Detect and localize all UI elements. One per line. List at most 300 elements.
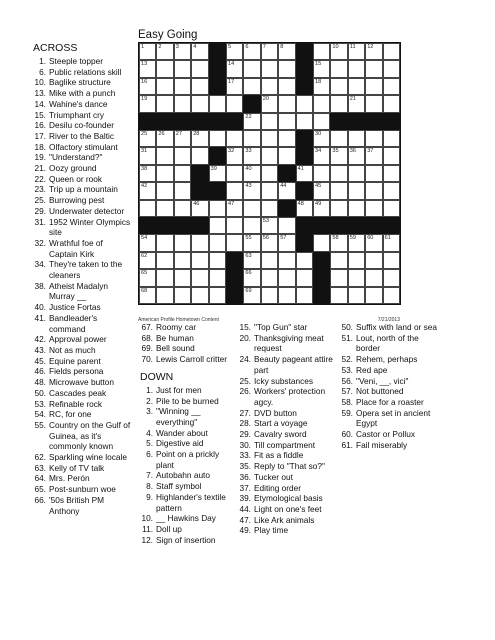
grid-cell[interactable] bbox=[261, 130, 278, 147]
clue-text: Not as much bbox=[49, 344, 96, 355]
cell-number: 43 bbox=[245, 183, 252, 190]
grid-cell[interactable] bbox=[365, 287, 382, 304]
clue-text: Desilu co-founder bbox=[49, 120, 115, 131]
grid-cell[interactable] bbox=[261, 78, 278, 95]
cell-number: 21 bbox=[349, 96, 357, 103]
grid-cell[interactable] bbox=[139, 147, 156, 164]
grid-cell[interactable] bbox=[278, 147, 295, 164]
grid-cell[interactable] bbox=[226, 217, 243, 234]
grid-cell[interactable] bbox=[383, 165, 400, 182]
black-square bbox=[296, 60, 313, 77]
black-square bbox=[296, 43, 313, 60]
grid-cell[interactable] bbox=[330, 147, 347, 164]
cell-number: 20 bbox=[262, 96, 270, 103]
cell-number: 13 bbox=[141, 61, 148, 68]
grid-cell[interactable] bbox=[174, 95, 191, 112]
cell-number: 41 bbox=[297, 165, 304, 172]
clue-text: Reply to "That so?" bbox=[254, 461, 325, 472]
grid-cell[interactable] bbox=[156, 269, 173, 286]
grid-cell[interactable] bbox=[156, 130, 173, 147]
grid-cell[interactable] bbox=[278, 95, 295, 112]
grid-cell[interactable] bbox=[174, 60, 191, 77]
down-clue bbox=[140, 481, 236, 492]
grid-cell[interactable] bbox=[278, 252, 295, 269]
black-square bbox=[226, 113, 243, 130]
grid-cell[interactable] bbox=[330, 78, 347, 95]
grid-cell[interactable] bbox=[174, 252, 191, 269]
clue-text: Digestive aid bbox=[156, 438, 204, 449]
across-clue bbox=[33, 388, 133, 399]
grid-cell[interactable] bbox=[261, 165, 278, 182]
grid-cell[interactable] bbox=[191, 147, 208, 164]
clue-text: "Veni, __, vici" bbox=[356, 375, 409, 386]
grid-cell[interactable] bbox=[156, 182, 173, 199]
down-clue bbox=[238, 386, 338, 407]
cell-number: 62 bbox=[141, 252, 148, 259]
grid-cell[interactable] bbox=[365, 252, 382, 269]
grid-cell[interactable] bbox=[296, 200, 313, 217]
clue-number: 21. bbox=[34, 163, 46, 174]
grid-cell[interactable] bbox=[261, 269, 278, 286]
grid-cell[interactable] bbox=[383, 287, 400, 304]
clue-column-2 bbox=[140, 322, 236, 545]
clue-text: __ Hawkins Day bbox=[156, 513, 216, 524]
clue-text: Cascades peak bbox=[49, 387, 107, 398]
black-square bbox=[209, 147, 226, 164]
grid-cell[interactable] bbox=[365, 60, 382, 77]
cell-number: 69 bbox=[245, 287, 252, 294]
grid-cell[interactable] bbox=[243, 234, 260, 251]
grid-cell[interactable] bbox=[243, 43, 260, 60]
clue-number: 59. bbox=[341, 407, 353, 418]
grid-cell[interactable] bbox=[209, 287, 226, 304]
grid-cell[interactable] bbox=[226, 130, 243, 147]
grid-cell[interactable] bbox=[330, 269, 347, 286]
cell-number: 68 bbox=[141, 287, 148, 294]
cell-number: 57 bbox=[280, 235, 287, 242]
grid-cell[interactable] bbox=[313, 60, 330, 77]
grid-cell[interactable] bbox=[209, 95, 226, 112]
grid-cell[interactable] bbox=[191, 130, 208, 147]
grid-cell[interactable] bbox=[139, 95, 156, 112]
grid-cell[interactable] bbox=[174, 130, 191, 147]
cell-number: 59 bbox=[349, 235, 357, 242]
down-clue bbox=[238, 483, 338, 494]
grid-cell[interactable] bbox=[174, 165, 191, 182]
down-clue bbox=[140, 385, 236, 396]
cell-number: 66 bbox=[245, 270, 252, 277]
grid-cell[interactable] bbox=[313, 200, 330, 217]
across-clue bbox=[33, 88, 133, 99]
grid-cell[interactable] bbox=[365, 234, 382, 251]
grid-cell[interactable] bbox=[261, 182, 278, 199]
grid-cell[interactable] bbox=[365, 200, 382, 217]
grid-cell[interactable] bbox=[261, 147, 278, 164]
clue-number: 9. bbox=[146, 491, 153, 502]
grid-cell[interactable] bbox=[243, 78, 260, 95]
grid-cell[interactable] bbox=[313, 78, 330, 95]
grid-cell[interactable] bbox=[365, 165, 382, 182]
across-clue bbox=[33, 334, 133, 345]
grid-cell[interactable] bbox=[139, 78, 156, 95]
grid-cell[interactable] bbox=[243, 269, 260, 286]
grid-cell[interactable] bbox=[156, 165, 173, 182]
grid-cell[interactable] bbox=[243, 147, 260, 164]
cell-number: 34 bbox=[315, 148, 322, 155]
grid-cell[interactable] bbox=[139, 234, 156, 251]
grid-cell[interactable] bbox=[383, 60, 400, 77]
grid-cell[interactable] bbox=[348, 95, 365, 112]
grid-cell[interactable] bbox=[383, 182, 400, 199]
grid-cell[interactable] bbox=[330, 130, 347, 147]
grid-cell[interactable] bbox=[191, 287, 208, 304]
grid-cell[interactable] bbox=[348, 130, 365, 147]
grid-cell[interactable] bbox=[365, 43, 382, 60]
clue-number: 43. bbox=[34, 344, 46, 355]
grid-cell[interactable] bbox=[296, 287, 313, 304]
clue-number: 16. bbox=[34, 120, 46, 131]
across-clue bbox=[33, 259, 133, 280]
grid-cell[interactable] bbox=[139, 130, 156, 147]
grid-cell[interactable] bbox=[278, 287, 295, 304]
cell-number: 17 bbox=[228, 78, 235, 85]
clue-text: Icky substances bbox=[254, 375, 314, 386]
grid-cell[interactable] bbox=[156, 43, 173, 60]
grid-cell[interactable] bbox=[174, 147, 191, 164]
grid-cell[interactable] bbox=[383, 252, 400, 269]
grid-cell[interactable] bbox=[365, 95, 382, 112]
grid-cell[interactable] bbox=[278, 43, 295, 60]
grid-cell[interactable] bbox=[156, 252, 173, 269]
grid-cell[interactable] bbox=[139, 287, 156, 304]
clue-number: 15. bbox=[239, 322, 251, 332]
grid-cell[interactable] bbox=[261, 43, 278, 60]
grid-cell[interactable] bbox=[348, 147, 365, 164]
across-clue bbox=[33, 302, 133, 313]
clue-number: 41. bbox=[34, 312, 46, 323]
grid-cell[interactable] bbox=[278, 60, 295, 77]
clue-number: 64. bbox=[34, 473, 46, 484]
cell-number: 22 bbox=[245, 113, 252, 120]
grid-cell[interactable] bbox=[330, 200, 347, 217]
grid-cell[interactable] bbox=[383, 147, 400, 164]
grid-cell[interactable] bbox=[191, 95, 208, 112]
black-square bbox=[348, 113, 365, 130]
grid-cell[interactable] bbox=[313, 234, 330, 251]
grid-cell[interactable] bbox=[278, 269, 295, 286]
grid-cell[interactable] bbox=[313, 147, 330, 164]
grid-cell[interactable] bbox=[313, 182, 330, 199]
grid-cell[interactable] bbox=[296, 252, 313, 269]
across-clue bbox=[140, 354, 236, 365]
clue-text: Place for a roaster bbox=[356, 396, 424, 407]
clue-text: Play time bbox=[254, 525, 289, 536]
black-square bbox=[330, 113, 347, 130]
across-clue bbox=[33, 345, 133, 356]
grid-cell[interactable] bbox=[156, 147, 173, 164]
grid-cell[interactable] bbox=[278, 234, 295, 251]
grid-cell[interactable] bbox=[348, 252, 365, 269]
grid-cell[interactable] bbox=[191, 78, 208, 95]
down-clue bbox=[340, 376, 440, 387]
grid-cell[interactable] bbox=[191, 234, 208, 251]
grid-cell[interactable] bbox=[191, 200, 208, 217]
grid-cell[interactable] bbox=[383, 43, 400, 60]
clue-number: 34. bbox=[34, 259, 46, 270]
across-clue bbox=[33, 495, 133, 516]
black-square bbox=[139, 217, 156, 234]
clue-number: 24. bbox=[239, 354, 251, 365]
cell-number: 25 bbox=[141, 131, 148, 137]
grid-cell[interactable] bbox=[243, 113, 260, 130]
clue-text: Beauty pageant attire part bbox=[254, 354, 333, 375]
grid-cell[interactable] bbox=[191, 269, 208, 286]
clue-number: 14. bbox=[34, 98, 46, 109]
down-clue bbox=[140, 535, 236, 546]
grid-cell[interactable] bbox=[383, 130, 400, 147]
grid-cell[interactable] bbox=[209, 200, 226, 217]
grid-cell[interactable] bbox=[365, 78, 382, 95]
clue-text: RC, for one bbox=[49, 409, 92, 420]
grid-cell[interactable] bbox=[226, 165, 243, 182]
grid-cell[interactable] bbox=[226, 234, 243, 251]
grid-cell[interactable] bbox=[383, 78, 400, 95]
down-clue bbox=[238, 354, 338, 375]
grid-cell[interactable] bbox=[139, 43, 156, 60]
grid-cell[interactable] bbox=[261, 287, 278, 304]
clue-text: Sparkling wine locale bbox=[49, 452, 127, 463]
grid-cell[interactable] bbox=[226, 95, 243, 112]
down-clue bbox=[340, 440, 440, 451]
grid-cell[interactable] bbox=[278, 130, 295, 147]
clue-text: Not buttoned bbox=[356, 386, 404, 397]
grid-cell[interactable] bbox=[261, 252, 278, 269]
grid-cell[interactable] bbox=[296, 165, 313, 182]
grid-cell[interactable] bbox=[330, 287, 347, 304]
grid-cell[interactable] bbox=[261, 60, 278, 77]
clue-number: 53. bbox=[341, 364, 353, 375]
grid-cell[interactable] bbox=[383, 200, 400, 217]
across-clue bbox=[33, 67, 133, 78]
grid-cell[interactable] bbox=[261, 234, 278, 251]
clue-number: 32. bbox=[34, 237, 46, 248]
grid-cell[interactable] bbox=[139, 252, 156, 269]
grid-cell[interactable] bbox=[278, 78, 295, 95]
grid-cell[interactable] bbox=[313, 113, 330, 130]
grid-cell[interactable] bbox=[174, 200, 191, 217]
black-square bbox=[209, 78, 226, 95]
black-square bbox=[365, 113, 382, 130]
grid-cell[interactable] bbox=[174, 269, 191, 286]
grid-cell[interactable] bbox=[209, 130, 226, 147]
grid-cell[interactable] bbox=[226, 200, 243, 217]
grid-cell[interactable] bbox=[156, 95, 173, 112]
down-clue bbox=[140, 396, 236, 407]
grid-cell[interactable] bbox=[348, 234, 365, 251]
clue-number: 44. bbox=[239, 503, 251, 514]
clue-text: Public relations skill bbox=[49, 66, 122, 77]
cell-number: 39 bbox=[210, 165, 217, 172]
clue-number: 39. bbox=[239, 493, 251, 504]
grid-cell[interactable] bbox=[139, 60, 156, 77]
grid-cell[interactable] bbox=[261, 217, 278, 234]
grid-cell[interactable] bbox=[209, 217, 226, 234]
clue-text: Doll up bbox=[156, 523, 182, 534]
grid-cell[interactable] bbox=[139, 182, 156, 199]
clue-number: 36. bbox=[239, 471, 251, 482]
grid-cell[interactable] bbox=[348, 182, 365, 199]
grid-cell[interactable] bbox=[330, 234, 347, 251]
clue-text: Lewis Carroll critter bbox=[156, 354, 227, 365]
grid-cell[interactable] bbox=[174, 287, 191, 304]
puzzle-title: Easy Going bbox=[138, 29, 198, 41]
grid-cell[interactable] bbox=[365, 269, 382, 286]
grid-cell[interactable] bbox=[365, 182, 382, 199]
grid-cell[interactable] bbox=[296, 113, 313, 130]
grid-cell[interactable] bbox=[296, 95, 313, 112]
grid-cell[interactable] bbox=[278, 182, 295, 199]
grid-cell[interactable] bbox=[383, 234, 400, 251]
grid-cell[interactable] bbox=[174, 182, 191, 199]
grid-cell[interactable] bbox=[313, 165, 330, 182]
grid-cell[interactable] bbox=[139, 269, 156, 286]
grid-cell[interactable] bbox=[365, 130, 382, 147]
clue-text: "Understand?" bbox=[49, 152, 103, 163]
cell-number: 46 bbox=[193, 200, 200, 207]
grid-cell[interactable] bbox=[226, 182, 243, 199]
grid-cell[interactable] bbox=[209, 252, 226, 269]
grid-cell[interactable] bbox=[226, 147, 243, 164]
grid-cell[interactable] bbox=[226, 78, 243, 95]
grid-cell[interactable] bbox=[348, 78, 365, 95]
grid-cell[interactable] bbox=[209, 165, 226, 182]
grid-cell[interactable] bbox=[330, 252, 347, 269]
grid-cell[interactable] bbox=[209, 269, 226, 286]
grid-cell[interactable] bbox=[243, 182, 260, 199]
cell-number: 38 bbox=[141, 165, 148, 172]
across-clue bbox=[33, 56, 133, 67]
grid-cell[interactable] bbox=[261, 95, 278, 112]
grid-cell[interactable] bbox=[313, 43, 330, 60]
down-clue bbox=[140, 492, 236, 513]
grid-cell[interactable] bbox=[209, 234, 226, 251]
clue-number: 2. bbox=[146, 395, 153, 406]
clue-text: DVD button bbox=[254, 407, 297, 418]
grid-cell[interactable] bbox=[243, 60, 260, 77]
grid-cell[interactable] bbox=[156, 78, 173, 95]
down-clue bbox=[238, 525, 338, 536]
grid-cell[interactable] bbox=[348, 269, 365, 286]
cell-number: 56 bbox=[262, 235, 270, 242]
clue-text: Microwave button bbox=[49, 377, 115, 388]
grid-cell[interactable] bbox=[313, 95, 330, 112]
grid-cell[interactable] bbox=[348, 287, 365, 304]
across-clue bbox=[140, 343, 236, 354]
clue-text: Sign of insertion bbox=[156, 534, 216, 545]
cell-number: 61 bbox=[384, 235, 391, 242]
grid-cell[interactable] bbox=[261, 113, 278, 130]
across-clue bbox=[33, 195, 133, 206]
grid-cell[interactable] bbox=[226, 43, 243, 60]
grid-cell[interactable] bbox=[243, 200, 260, 217]
grid-cell[interactable] bbox=[330, 165, 347, 182]
cell-number: 3 bbox=[175, 44, 179, 50]
cell-number: 5 bbox=[228, 44, 232, 50]
grid-cell[interactable] bbox=[296, 269, 313, 286]
grid-cell[interactable] bbox=[365, 147, 382, 164]
cell-number: 18 bbox=[315, 78, 322, 85]
cell-number: 36 bbox=[349, 148, 357, 155]
grid-cell[interactable] bbox=[330, 60, 347, 77]
clue-text: "Winning __ everything" bbox=[156, 406, 201, 427]
grid-cell[interactable] bbox=[330, 182, 347, 199]
clue-text: Rehem, perhaps bbox=[356, 354, 418, 365]
grid-cell[interactable] bbox=[243, 165, 260, 182]
grid-cell[interactable] bbox=[191, 252, 208, 269]
grid-cell[interactable] bbox=[156, 200, 173, 217]
grid-cell[interactable] bbox=[139, 200, 156, 217]
grid-cell[interactable] bbox=[243, 287, 260, 304]
grid-cell[interactable] bbox=[139, 165, 156, 182]
grid-cell[interactable] bbox=[330, 95, 347, 112]
grid-cell[interactable] bbox=[174, 234, 191, 251]
grid-cell[interactable] bbox=[226, 60, 243, 77]
grid-cell[interactable] bbox=[174, 43, 191, 60]
grid-cell[interactable] bbox=[243, 252, 260, 269]
clue-number: 66. bbox=[34, 494, 46, 505]
grid-cell[interactable] bbox=[191, 60, 208, 77]
clue-number: 31. bbox=[34, 216, 46, 227]
clue-text: Atheist Madalyn Murray __ bbox=[49, 280, 109, 302]
cell-number: 28 bbox=[193, 131, 200, 137]
grid-cell[interactable] bbox=[348, 165, 365, 182]
cell-number: 54 bbox=[141, 235, 148, 242]
grid-cell[interactable] bbox=[348, 60, 365, 77]
down-clue bbox=[238, 333, 338, 354]
grid-cell[interactable] bbox=[348, 43, 365, 60]
puzzle-date: 7/21/2013 bbox=[377, 317, 400, 323]
grid-cell[interactable] bbox=[156, 234, 173, 251]
clue-number: 54. bbox=[34, 409, 46, 420]
grid-cell[interactable] bbox=[156, 60, 173, 77]
cell-number: 31 bbox=[141, 148, 148, 155]
grid-cell[interactable] bbox=[174, 78, 191, 95]
grid-cell[interactable] bbox=[191, 43, 208, 60]
clue-number: 50. bbox=[341, 322, 353, 332]
cell-number: 53 bbox=[262, 218, 270, 224]
grid-cell[interactable] bbox=[330, 43, 347, 60]
clue-number: 50. bbox=[34, 387, 46, 398]
grid-cell[interactable] bbox=[278, 113, 295, 130]
grid-cell[interactable] bbox=[383, 269, 400, 286]
grid-cell[interactable] bbox=[278, 217, 295, 234]
grid-cell[interactable] bbox=[383, 95, 400, 112]
clue-text: Start a voyage bbox=[254, 418, 308, 429]
grid-cell[interactable] bbox=[156, 287, 173, 304]
cell-number: 14 bbox=[228, 61, 235, 68]
grid-cell[interactable] bbox=[348, 200, 365, 217]
clue-text: Roomy car bbox=[156, 322, 197, 332]
grid-cell[interactable] bbox=[261, 200, 278, 217]
down-clue bbox=[238, 504, 338, 515]
grid-cell[interactable] bbox=[243, 217, 260, 234]
clue-text: Queen or rook bbox=[49, 173, 103, 184]
grid-cell[interactable] bbox=[243, 130, 260, 147]
black-square bbox=[313, 269, 330, 286]
across-clue bbox=[33, 313, 133, 334]
clue-number: 42. bbox=[34, 334, 46, 345]
grid-cell[interactable] bbox=[313, 130, 330, 147]
